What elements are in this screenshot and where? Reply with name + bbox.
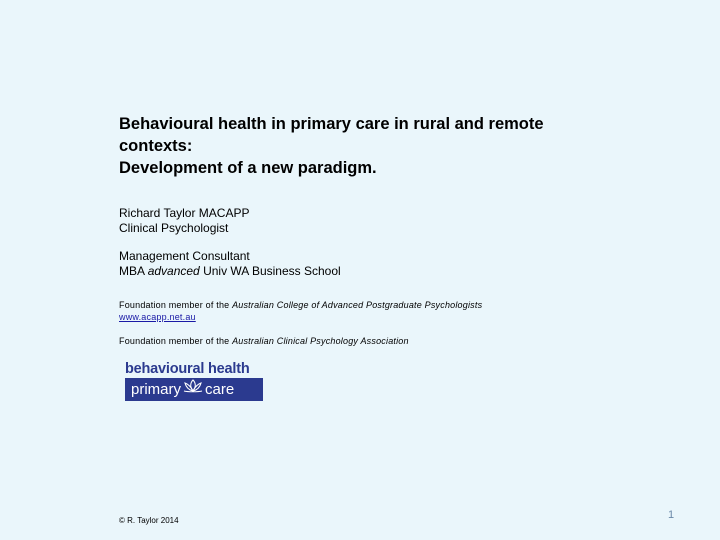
- author-block: [119, 206, 250, 235]
- consultant-degree: MBA advanced Univ WA Business School: [119, 263, 341, 278]
- acapp-link[interactable]: www.acapp.net.au: [119, 311, 196, 322]
- title-line-3: Development of a new paradigm.: [119, 159, 377, 177]
- author-role: Clinical Psychologist: [119, 220, 229, 235]
- acapp-membership: Foundation member of the Australian College of Advanced Postgraduate Psychologists www.acapp.net.au: [119, 300, 483, 322]
- logo-bar-right: care: [205, 381, 235, 398]
- logo-bar-left: primary: [131, 381, 182, 398]
- page-number: 1: [668, 509, 675, 521]
- logo-top-text: behavioural health: [125, 361, 250, 377]
- behavioural-health-logo: [125, 361, 263, 401]
- lotus-icon: [182, 377, 204, 400]
- acapp-org-name: Australian College of Advanced Postgraduate Psychologists: [232, 300, 483, 310]
- author-name: Richard Taylor MACAPP: [119, 206, 250, 220]
- consultant-title: Management Consultant: [119, 249, 250, 263]
- copyright-text: © R. Taylor 2014: [119, 516, 179, 525]
- consultant-block: [119, 249, 341, 278]
- acpa-org-name: Australian Clinical Psychology Association: [232, 336, 409, 346]
- title-line-2: contexts:: [119, 137, 193, 155]
- logo-bar: [125, 378, 263, 401]
- acpa-membership: Foundation member of the Australian Clinical Psychology Association: [119, 336, 409, 346]
- title-line-1: Behavioural health in primary care in rural and remote: [119, 115, 544, 133]
- slide-title: [119, 113, 619, 179]
